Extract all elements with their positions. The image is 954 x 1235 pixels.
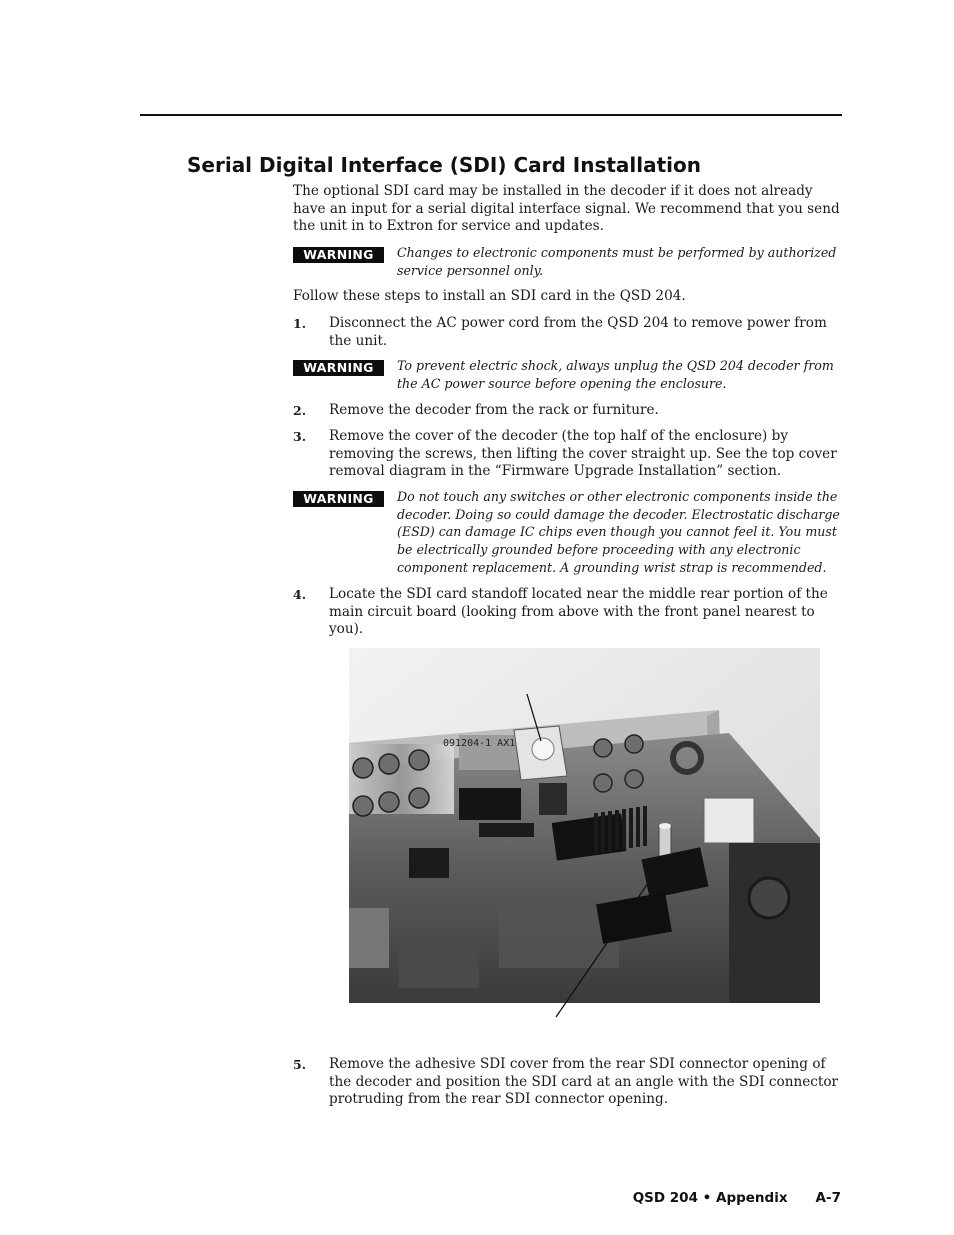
step-text-3: Remove the cover of the decoder (the top half of the enclosure) by removing the screws, then lifting the cover straight up. See the top cover removal diagram in the “Firmware Upgrade Installation” section. [329,428,837,479]
warning-text-1: Changes to electronic components must be performed by authorized service personnel only. [397,245,837,278]
warning-badge-1: WARNING [293,247,384,263]
warning-text-2: To prevent electric shock, always unplug the QSD 204 decoder from the AC power source before opening the enclosure. [397,358,834,391]
header-rule [140,114,842,116]
page-number: A-7 [815,1190,841,1206]
step-number-3: 3. [293,429,307,444]
page-footer [633,1190,841,1206]
intro-paragraph: The optional SDI card may be installed in the decoder if it does not already have an input for a serial digital interface signal. We recommend that you send the unit in to Extron for service and updates. [293,183,840,234]
step-number-4: 4. [293,587,307,602]
step-text-1: Disconnect the AC power cord from the QSD 204 to remove power from the unit. [329,315,827,349]
step-number-1: 1. [293,316,307,331]
warning-text-3: Do not touch any switches or other electronic components inside the decoder. Doing so could damage the decoder. Electrostatic discharge (ESD) can damage IC chips even though you cannot feel it. You must be electrically grounded before proceeding with any electronic component replacement. A grounding wrist strap is recommended. [397,489,840,575]
footer-doc-title: QSD 204 • Appendix [632,1190,788,1206]
circuit-board-photo [349,648,820,1003]
warning-badge-2: WARNING [293,360,384,376]
step-text-2: Remove the decoder from the rack or furniture. [329,402,659,418]
step-text-5: Remove the adhesive SDI cover from the rear SDI connector opening of the decoder and position the SDI card at an angle with the SDI connector protruding from the rear SDI connector opening. [329,1056,839,1107]
step-text-4: Locate the SDI card standoff located near the middle rear portion of the main circuit board (looking from above with the front panel nearest to you). [329,586,828,637]
step-number-2: 2. [293,403,307,418]
warning-badge-3: WARNING [293,491,384,507]
board-label: 091204-1 AX1 [443,738,516,749]
follow-paragraph: Follow these steps to install an SDI card in the QSD 204. [293,288,686,304]
section-title: Serial Digital Interface (SDI) Card Installation [187,153,702,177]
step-number-5: 5. [293,1057,307,1072]
